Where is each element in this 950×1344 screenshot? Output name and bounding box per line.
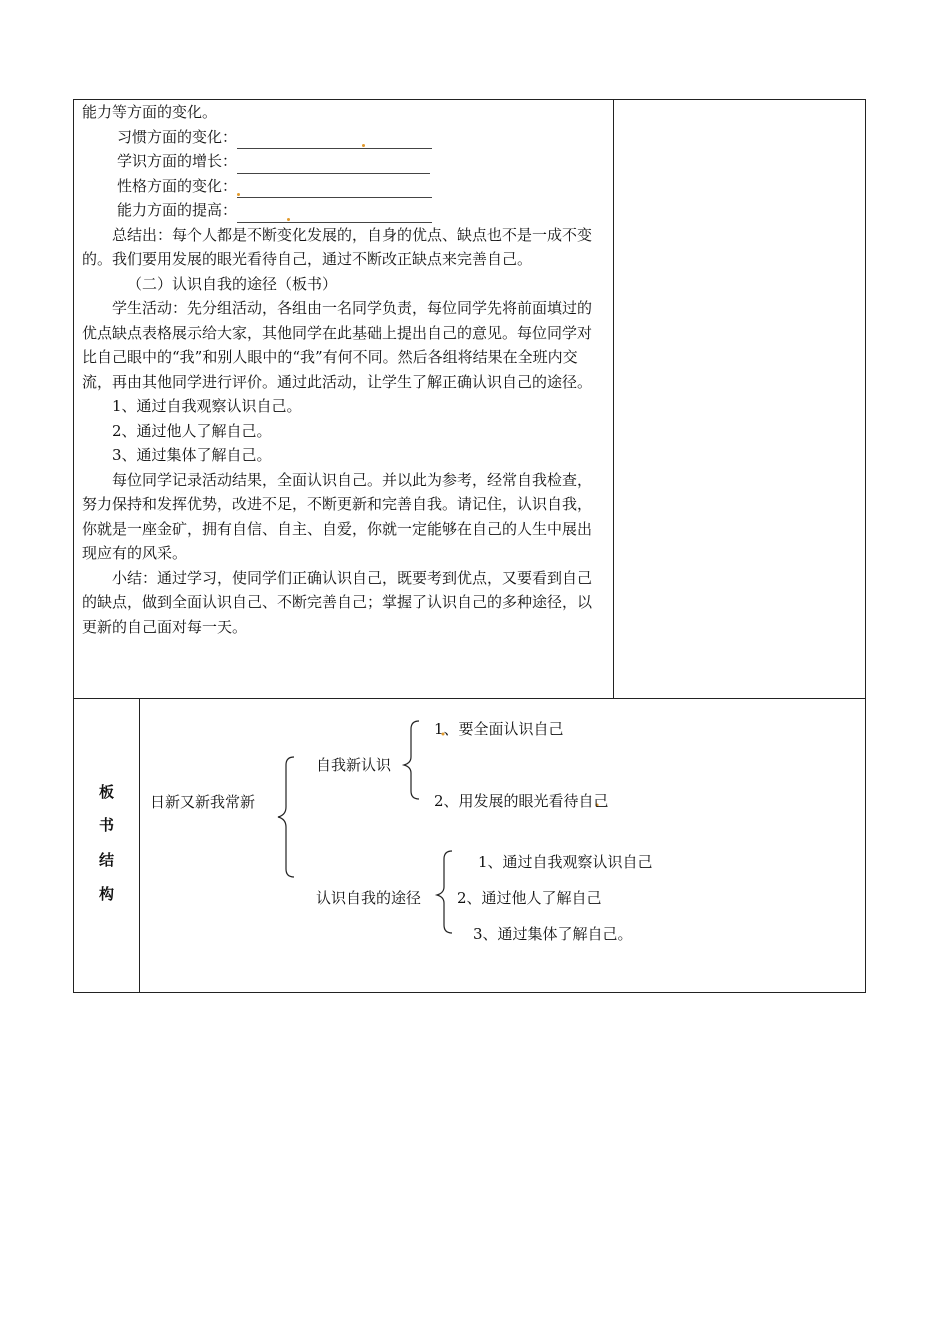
- board-branch2: 认识自我的途径: [316, 889, 422, 907]
- way-item: 1、通过自我观察认识自己。: [112, 397, 302, 415]
- fill-in-row: [82, 149, 606, 174]
- brace-diagram: [74, 699, 867, 994]
- activity-paragraph: 学生活动：先分组活动，各组由一名同学负责，每位同学先将前面填过的优点缺点表格展示给大家，其他同学在此基础上提出自己的意见。每位同学对比自己眼中的“我”和别人眼中的“我”有何不同。然后各组将结果在全班内交流，再由其他同学进行评价。通过此活动，让学生了解正确认识自己的途径。: [82, 299, 593, 391]
- section-heading: （二）认识自我的途径（板书）: [127, 274, 338, 293]
- branch1-item: 1、要全面认识自己: [434, 720, 564, 738]
- record-paragraph: 每位同学记录活动结果，全面认识自己。并以此为参考，经常自我检查，努力保持和发挥优势，改进不足，不断更新和完善自我。请记住，认识自我，你就是一座金矿，拥有自信、自主、自爱，你就一定能够在自己的人生中展出现应有的风采。: [82, 470, 593, 562]
- board-structure-table: [73, 698, 866, 993]
- board-root: 日新又新我常新: [150, 793, 256, 811]
- fill-blank[interactable]: [237, 206, 432, 223]
- fill-label: 能力方面的提高：: [117, 201, 238, 219]
- board-branch1: 自我新认识: [316, 756, 392, 774]
- summary-paragraph: 总结出：每个人都是不断变化发展的，自身的优点、缺点也不是一成不变的。我们要用发展的眼光看待自己，通过不断改正缺点来完善自己。: [82, 225, 593, 268]
- branch2-item: 1、通过自我观察认识自己: [478, 853, 653, 871]
- fill-blank[interactable]: [237, 157, 430, 174]
- way-item: 3、通过集体了解自己。: [112, 446, 272, 464]
- branch2-item: 2、通过他人了解自己: [457, 889, 602, 907]
- label-char: 板: [98, 783, 114, 801]
- fill-in-row: [82, 174, 606, 199]
- column-divider: [613, 100, 614, 698]
- conclusion-paragraph: 小结：通过学习，使同学们正确认识自己，既要考到优点，又要看到自己的缺点，做到全面认识自己、不断完善自己；掌握了认识自己的多种途径，以更新的自己面对每一天。: [82, 568, 593, 636]
- branch2-item: 3、通过集体了解自己。: [473, 925, 633, 943]
- fill-blank[interactable]: [237, 181, 432, 198]
- text-line: 能力等方面的变化。: [82, 103, 218, 121]
- fill-in-row: [82, 198, 606, 223]
- label-char: 书: [98, 816, 114, 834]
- root-brace: [278, 757, 294, 877]
- fill-label: 性格方面的变化：: [117, 176, 238, 195]
- branch1-item: 2、用发展的眼光看待自己: [434, 792, 609, 810]
- way-item: 2、通过他人了解自己。: [112, 421, 272, 440]
- fill-label: 习惯方面的变化：: [117, 127, 238, 146]
- fill-in-row: [82, 125, 606, 150]
- branch2-brace: [437, 851, 452, 933]
- lesson-content-column: [82, 100, 606, 639]
- label-char: 构: [98, 885, 114, 903]
- branch1-brace: [404, 721, 419, 799]
- lesson-content-table: [73, 99, 866, 699]
- fill-label: 学识方面的增长：: [117, 152, 238, 170]
- fill-blank[interactable]: [237, 132, 432, 149]
- label-char: 结: [98, 851, 114, 869]
